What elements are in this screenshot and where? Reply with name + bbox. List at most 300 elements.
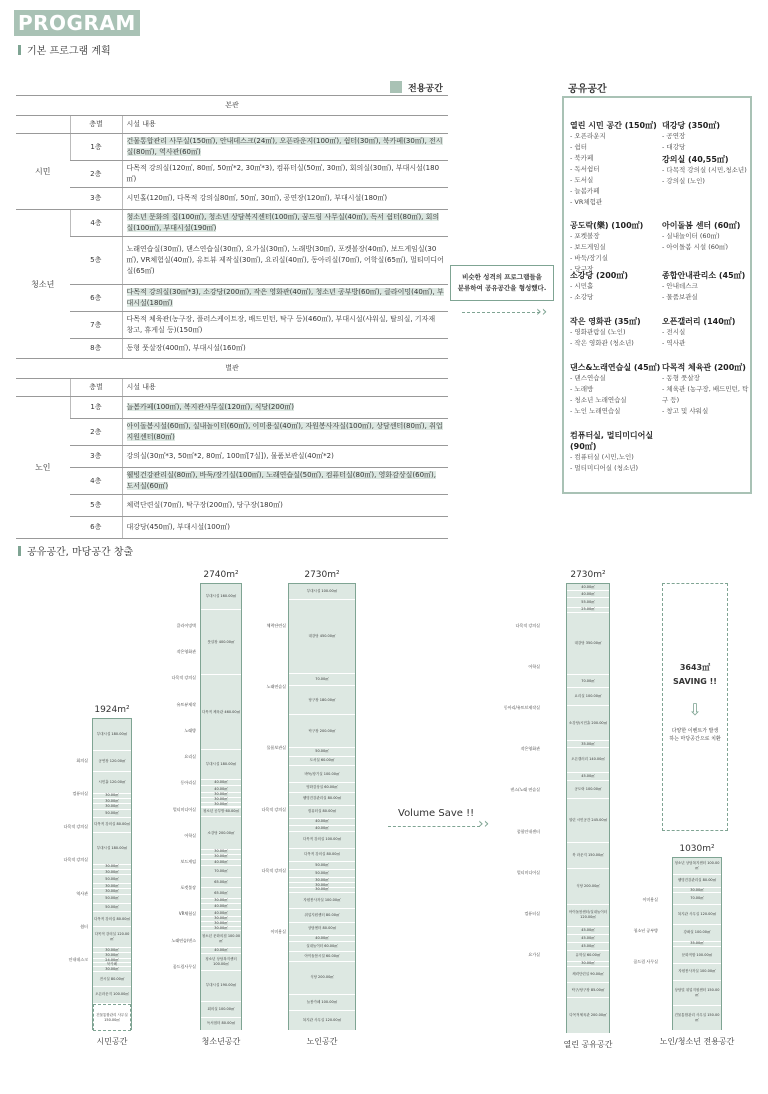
area-block: 25.00㎡ (567, 608, 609, 612)
area-block: 탁구/당구장 85.00㎡ (567, 983, 609, 998)
area-block: 유학실 60.00㎡ (567, 951, 609, 962)
dedicated-legend-swatch (390, 81, 402, 93)
dedicated-column (672, 857, 722, 1030)
side-label: 작은영화관 (176, 649, 196, 655)
area-block: 65.00㎡ (201, 878, 241, 889)
note-line: 분류하여 공유공간을 형성했다. (457, 284, 547, 292)
area-block: 시민홀 120.00㎡ (93, 772, 131, 793)
side-label: 다목적 강의실 (261, 867, 286, 873)
shared-item: - 청소년 노래연습실 (570, 396, 627, 404)
content-cell (122, 419, 448, 446)
area-block: 30.00㎡ (201, 798, 241, 803)
blank-cell (16, 116, 70, 134)
side-label: 동아리실 (180, 780, 196, 786)
shared-group-title: 컴퓨터실, 멀티미디어실 (90㎡) (570, 431, 654, 451)
col-floor: 층별 (70, 379, 122, 397)
side-label: 다목적 강의실 (63, 857, 88, 863)
shared-group (570, 270, 628, 303)
area-block: 다목적 강의실 100.00㎡ (289, 832, 355, 848)
shared-group-title: 종합안내관리소 (45㎡) (662, 271, 746, 280)
area-block: 30.00㎡ (201, 855, 241, 860)
shared-group (570, 220, 643, 275)
area-block: 30.00㎡ (93, 948, 131, 953)
content-cell: 다목적 강의실(120㎡, 80㎡, 50㎡*2, 30㎡*3), 컴퓨터실(50㎡, 30㎡), 회의실(30㎡), 부대시설(180㎡) (122, 161, 448, 188)
shared-item: - 컴퓨터실 (시민,노인) (570, 453, 634, 461)
floor-cell: 5층 (70, 495, 122, 517)
shared-item: - 물품보관실 (662, 293, 698, 301)
floor-cell: 4층 (70, 468, 122, 495)
area-block: 40.00㎡ (201, 910, 241, 917)
area-block: 대강당 350.00㎡ (567, 613, 609, 676)
side-label: 이미용실 (642, 897, 658, 902)
area-block: 컴퓨터실 80.00㎡ (289, 806, 355, 819)
side-label: 포켓볼장 (180, 885, 196, 891)
content-cell: 체력단련실(70㎡), 탁구장(200㎡), 당구장(180㎡) (122, 495, 448, 517)
shared-group (570, 430, 666, 474)
side-label: 어학실 (184, 832, 196, 838)
area-block: 전시실 80.00㎡ (93, 972, 131, 986)
shared-item: - 동형 풋살장 (662, 374, 700, 382)
dedicated-label: 노인/청소년 전용공간 (659, 1037, 735, 1046)
content-cell: 대강당(450㎡), 부대시설(100㎡) (122, 517, 448, 539)
shared-group-title: 소강당 (200㎡) (570, 271, 628, 280)
shared-item: - 역사관 (662, 339, 686, 347)
shared-item: - 쉼터 (570, 143, 587, 151)
dashed-arrow-line (388, 826, 480, 827)
area-block: 청소년 문화의집 100.00㎡ (201, 931, 241, 947)
side-label: 동아리/유트브제작실 (503, 705, 540, 711)
floor-cell: 7층 (70, 312, 122, 339)
shared-item: - 멀티미디어실 (청소년) (570, 464, 639, 472)
col-content: 시설 내용 (122, 379, 448, 397)
content-cell: 다목적 체육관(농구장, 플러스케이트장, 배드민턴, 탁구 등)(460㎡), 부대시설(샤워실, 탈의실, 기자재 창고, 휴게실 등)(150㎡) (122, 312, 448, 339)
area-block: 요리실 100.00㎡ (567, 688, 609, 706)
area-block: 북 라운지 150.00㎡ (567, 843, 609, 870)
shared-item: - 보드게임실 (570, 243, 606, 251)
floor-cell: 3층 (70, 446, 122, 468)
shared-item: - 오픈라운지 (570, 132, 606, 140)
area-block: 30.00㎡ (93, 804, 131, 809)
open-label: 열린 공유공간 (563, 1040, 613, 1049)
side-label: 다목적 강의실 (515, 623, 540, 628)
side-label: 다목적 강의실 (261, 806, 286, 812)
area-block: 40.00㎡ (201, 948, 241, 955)
area-block: 소강당 200.00㎡ (201, 817, 241, 850)
shared-group-title: 오픈갤러리 (140㎡) (662, 317, 736, 326)
floor-cell: 6층 (70, 517, 122, 539)
content-text: 늘봄카페(100㎡), 복지관사무실(120㎡), 식당(200㎡) (126, 403, 295, 411)
area-block: 다목적 강의실 80.00㎡ (93, 912, 131, 926)
side-label: 클라이밍벽 (176, 623, 196, 628)
area-block: 30.00㎡ (93, 967, 131, 972)
area-block: 30.00㎡ (93, 794, 131, 799)
area-block: 오픈라운지 100.00㎡ (93, 987, 131, 1005)
side-label: 역사관 (76, 890, 88, 896)
col-floor: 층별 (70, 116, 122, 134)
citizen-label: 시민공간 (96, 1037, 128, 1046)
area-block: 50.00㎡ (93, 875, 131, 884)
dashed-arrow-line (462, 312, 540, 313)
shared-item: - 체육관 (농구장, 배드민턴, 탁구 등) (662, 385, 749, 404)
area-block: 대강당 450.00㎡ (289, 600, 355, 674)
section-subtitle: 기본 프로그램 계획 (18, 42, 111, 57)
shared-group (662, 362, 752, 417)
area-block: 자원봉사자실 100.00㎡ (673, 964, 721, 981)
area-block: 자원봉사자실 100.00㎡ (289, 893, 355, 909)
saving-note-line: 다양한 이벤트가 발생 (671, 728, 719, 734)
shared-group-title: 댄스&노래연습실 (45㎡) (570, 363, 661, 372)
shared-group-title: 대강당 (350㎡) (662, 121, 720, 130)
shared-item: - 다목적 강의실 (시민,청소년) (662, 166, 747, 174)
area-block: 30.00㎡ (567, 962, 609, 967)
shared-group-title: 아이돌봄 센터 (60㎡) (662, 221, 741, 230)
area-block: 체력단련실 90.00㎡ (567, 967, 609, 983)
side-label: 멀티미디어실 (516, 869, 540, 875)
area-block: 탁구장 200.00㎡ (289, 715, 355, 748)
shared-item: - 노래방 (570, 385, 594, 393)
area-block: 45.00㎡ (567, 773, 609, 781)
saving-box (662, 583, 728, 831)
shared-group-title: 작은 영화관 (35㎡) (570, 317, 641, 326)
area-block: 30.00㎡ (93, 953, 131, 958)
area-block: 50.00㎡ (289, 748, 355, 756)
side-label: 다목적 강의실 (63, 824, 88, 830)
side-label: 안내데스크 (68, 956, 88, 962)
area-block: 부대시설 160.00㎡ (201, 584, 241, 610)
content-cell (122, 210, 448, 237)
area-block: 70.00㎡ (201, 866, 241, 877)
content-cell: 강의실(30㎡*3, 50㎡*2, 80㎡, 100㎡[7실]), 물품보관실(40㎡*2) (122, 446, 448, 468)
shared-item: - 작은 영화관 (청소년) (570, 339, 634, 347)
shared-item: - VR체험관 (570, 198, 603, 206)
area-block: 식당 200.00㎡ (567, 869, 609, 905)
shared-group (570, 362, 660, 417)
floor-cell: 4층 (70, 210, 122, 237)
area-block: 30.00㎡ (93, 889, 131, 894)
shared-group (662, 154, 747, 187)
area-block: 다목적 강의실 80.00㎡ (289, 849, 355, 862)
content-text: 웰빙건강관리실(80㎡), 바둑/장기실(100㎡), 노래연습실(50㎡), 컴퓨터실(80㎡), 영화감상실(60㎡), 도서실(60㎡) (126, 471, 436, 490)
area-block: 식당 200.00㎡ (289, 962, 355, 995)
shared-group (662, 270, 745, 303)
area-block: 부대시설 180.00㎡ (93, 833, 131, 865)
area-block: 30.00㎡ (289, 878, 355, 883)
content-cell (122, 397, 448, 419)
shared-item: - 전시실 (662, 328, 686, 336)
shared-item: - 강의실 (노인) (662, 177, 705, 185)
area-block: 40.00㎡ (567, 584, 609, 591)
side-label: 작은영화관 (520, 746, 540, 752)
shared-item: - 늘봄카페 (570, 187, 600, 195)
floor-cell: 5층 (70, 237, 122, 285)
citizen-column (92, 718, 132, 1030)
area-block: 35.00㎡ (567, 741, 609, 747)
shared-item: - 독서쉼터 (570, 165, 600, 173)
shared-item: - 노인 노래연습실 (570, 407, 621, 415)
volume-save-label: Volume Save !! (398, 808, 475, 819)
side-label: 보드게임 (180, 858, 196, 864)
shared-item: - 아이돌봄 시설 (60㎡) (662, 243, 729, 251)
arrow-right-icon: ›› (536, 304, 548, 320)
area-block: 건물통합관리 사무실 150.00㎡ (673, 1006, 721, 1031)
group-youth: 청소년 (16, 210, 70, 359)
side-label: 회의실 (76, 758, 88, 763)
open-column (566, 583, 610, 1033)
shared-item: - 당구장 (570, 265, 594, 273)
area-block: 30.00㎡ (201, 803, 241, 808)
side-label: 요리실 (184, 754, 196, 760)
shared-item: - 대강당 (662, 143, 686, 151)
shared-item: - 창고 및 샤워실 (662, 407, 709, 415)
area-block: 65.00㎡ (201, 888, 241, 899)
shared-group-title: 열린 시민 공간 (150㎡) (570, 121, 657, 130)
shared-item: - 바둑/장기실 (570, 254, 608, 262)
side-label: 노래연습/댄스 (171, 937, 196, 943)
area-block: 도서실 60.00㎡ (289, 757, 355, 767)
shared-group-title: 공도락(樂) (100㎡) (570, 221, 644, 230)
area-block: 청소년 상담복지센터 100.00㎡ (673, 858, 721, 875)
area-block: 40.00㎡ (201, 786, 241, 793)
shared-space-panel (562, 96, 752, 494)
side-label: 유트뷰제작 (176, 701, 196, 707)
area-block: 30.00㎡ (201, 793, 241, 798)
area-block: 웰빙건강관리실 80.00㎡ (673, 875, 721, 888)
area-block: 문화적합 100.00㎡ (673, 947, 721, 964)
main-building-header: 본관 (16, 96, 448, 116)
area-block: 당구장 180.00㎡ (289, 686, 355, 716)
content-cell: 노래연습실(30㎡), 댄스연습실(30㎡), 요가실(30㎡), 노래방(30㎡), 포켓볼장(40㎡), 보드게임실(30㎡), VR체험실(40㎡), 유트뷰 제작실(30㎡), 요리실(40㎡), 동아리실(70㎡), 어학실(65㎡), 멀티미디어실(65㎡) (122, 237, 448, 285)
area-block: 50.00㎡ (289, 862, 355, 870)
floor-cell: 1층 (70, 397, 122, 419)
area-block: 45.00㎡ (567, 935, 609, 943)
floor-cell: 3층 (70, 188, 122, 210)
dedicated-total: 1030m² (679, 844, 715, 854)
saving-note (663, 727, 727, 743)
side-label: 컴퓨터실 (72, 791, 88, 797)
youth-column (200, 583, 242, 1030)
content-text: 다목적 강의실(30㎡*3), 소강당(200㎡), 작은 영화관(40㎡), 청소년 공부방(60㎡), 클라이밍(40㎡), 부대시설(180㎡) (126, 288, 444, 307)
floor-cell: 2층 (70, 161, 122, 188)
side-label: 요가실 (528, 951, 540, 957)
area-block: 40.00㎡ (201, 780, 241, 787)
area-block: 40.00㎡ (201, 904, 241, 911)
youth-label: 청소년공간 (201, 1037, 241, 1046)
side-label: 멀티미디어실 (172, 806, 196, 812)
classification-note (450, 265, 554, 301)
shared-group (662, 316, 735, 349)
area-block: 40.00㎡ (289, 936, 355, 943)
area-block: 소강당/시민홀 200.00㎡ (567, 706, 609, 742)
content-text: 아이돌봄시설(60㎡), 실내놀이터(60㎡), 이미용실(40㎡), 자원봉사자실(100㎡), 상담센터(80㎡), 취업지원센터(80㎡) (126, 422, 443, 441)
area-block: 다목적 강의실 120.00㎡ (93, 927, 131, 948)
area-block: 30.00㎡ (201, 899, 241, 904)
shared-item: - 시민홀 (570, 282, 594, 290)
col-content: 시설 내용 (122, 116, 448, 134)
open-total: 2730m² (570, 570, 606, 580)
area-block: 영화감상실 60.00㎡ (289, 783, 355, 793)
content-cell (122, 134, 448, 161)
side-label: 체력단련실 (266, 623, 286, 628)
shared-group (570, 120, 657, 208)
content-text: 건물통합관리 사무실(150㎡), 안내데스크(24㎡), 오픈라운지(100㎡), 쉼터(30㎡), 북카페(30㎡), 전시실(80㎡), 역사관(60㎡) (126, 137, 443, 156)
area-block: 30.00㎡ (93, 884, 131, 889)
area-block: 회의실 100.00㎡ (201, 1002, 241, 1018)
program-table (16, 95, 448, 539)
blank-cell (16, 379, 70, 397)
shared-item: - 포켓볼장 (570, 232, 600, 240)
area-block: 아이돌봄시설 60.00㎡ (289, 952, 355, 962)
content-cell (122, 285, 448, 312)
area-block: 풋살장 400.00㎡ (201, 610, 241, 675)
saving-note-line: 하는 마당공간으로 치환 (669, 736, 721, 742)
area-block: 30.00㎡ (201, 922, 241, 927)
area-block: 강좌실 100.00㎡ (673, 925, 721, 942)
dedicated-legend-label: 전용공간 (408, 84, 443, 94)
side-label: 꿈드림 사무실 (633, 959, 658, 964)
shared-group (570, 316, 641, 349)
area-block: 50.00㎡ (93, 810, 131, 819)
shared-item: - 안내데스크 (662, 282, 698, 290)
area-block: 40.00㎡ (289, 826, 355, 833)
area-block: 건물통합관리 사무실 150.00㎡ (93, 1004, 131, 1031)
area-block: 웰빙건강관리실 80.00㎡ (289, 793, 355, 806)
area-block: 청소년 공부방 60.00㎡ (201, 808, 241, 818)
area-block: 다목적체육관 200.00㎡ (567, 998, 609, 1034)
content-cell (122, 468, 448, 495)
area-block: 취업지원센터 80.00㎡ (289, 909, 355, 922)
area-block: 독서쉼터 80.00㎡ (201, 1018, 241, 1031)
senior-label: 노인공간 (306, 1037, 338, 1046)
area-block: 40.00㎡ (289, 819, 355, 826)
area-block: 복지관 사무실 120.00㎡ (289, 1011, 355, 1031)
shared-group (662, 120, 720, 153)
shared-item: - 도서실 (570, 176, 594, 184)
side-label: VR체험실 (178, 911, 196, 917)
area-block: 부대시설 190.00㎡ (201, 971, 241, 1002)
shared-item: - 북카페 (570, 154, 594, 162)
area-block: 45.00㎡ (567, 943, 609, 951)
group-senior: 노인 (16, 397, 70, 539)
program-table-wrap (16, 95, 448, 539)
area-block: 부대시설 180.00㎡ (201, 750, 241, 779)
area-block: 40.00㎡ (201, 860, 241, 867)
shared-item: - 영화관람실 (노인) (570, 328, 626, 336)
area-block: 공도락 100.00㎡ (567, 781, 609, 799)
note-line: 비슷한 성격의 프로그램들을 (462, 273, 542, 281)
area-block: 실내놀이터 60.00㎡ (289, 942, 355, 952)
shared-group-title: 강의실 (40,55㎡) (662, 155, 729, 164)
area-block: 상담및 취업지원센터 150.00㎡ (673, 981, 721, 1006)
floor-cell: 6층 (70, 285, 122, 312)
senior-column (288, 583, 356, 1030)
area-block: 30.00㎡ (289, 883, 355, 888)
area-block: 24.00㎡ (93, 959, 131, 963)
area-block: 바둑/장기실 100.00㎡ (289, 766, 355, 782)
side-label: 청소년 공부방 (633, 928, 658, 933)
side-label: 노래방 (184, 727, 196, 733)
group-citizen: 시민 (16, 134, 70, 210)
shared-group (662, 220, 740, 253)
area-block: 오픈갤러리 140.00㎡ (567, 748, 609, 773)
side-label: 다목적 강의실 (171, 675, 196, 681)
area-block: 50.00㎡ (289, 870, 355, 878)
side-label: 종합안내센터 (516, 828, 540, 834)
arrow-right-icon: ›› (478, 816, 490, 832)
area-block: 청소년 상담복지센터 100.00㎡ (201, 954, 241, 970)
area-block: 다목적 체육관 460.00㎡ (201, 675, 241, 750)
side-label: 쉼터 (80, 923, 88, 929)
shared-item: - 공연장 (662, 132, 686, 140)
shared-item: - 실내놀이터 (60㎡) (662, 232, 720, 240)
area-block: 70.00㎡ (673, 893, 721, 905)
area-block: 30.00㎡ (93, 799, 131, 804)
citizen-total: 1924m² (94, 705, 130, 715)
area-block: 50.00㎡ (93, 904, 131, 913)
floor-cell: 1층 (70, 134, 122, 161)
shared-item: - 댄스연습실 (570, 374, 606, 382)
shared-group-title: 다목적 체육관 (200㎡) (662, 363, 746, 372)
area-block: 30.00㎡ (201, 927, 241, 932)
senior-total: 2730m² (304, 570, 340, 580)
area-block: 아이돌봄센터/실내놀이터 120.00㎡ (567, 905, 609, 926)
youth-total: 2740m² (203, 570, 239, 580)
area-block: 30.00㎡ (201, 917, 241, 922)
arrow-down-icon: ⇩ (688, 700, 702, 719)
side-label: 꿈드림사무실 (172, 963, 196, 969)
section2-title: 공유공간, 마당공간 창출 (18, 543, 133, 558)
saving-label: SAVING !! (673, 677, 717, 686)
floor-cell: 2층 (70, 419, 122, 446)
area-block: 북카페 (93, 963, 131, 967)
area-block: 30.00㎡ (289, 888, 355, 893)
side-label: 어학실 (528, 664, 540, 670)
area-block: 상담센터 80.00㎡ (289, 923, 355, 936)
area-block: 30.00㎡ (673, 888, 721, 893)
area-block: 공연장 120.00㎡ (93, 751, 131, 772)
area-block: 늘봄카페 100.00㎡ (289, 995, 355, 1011)
area-block: 55.00㎡ (567, 598, 609, 608)
area-block: 부대시설 100.00㎡ (289, 584, 355, 600)
side-label: 댄스/노래 연습실 (510, 787, 540, 793)
area-block: 복지관 사무실 120.00㎡ (673, 905, 721, 925)
area-block: 45.00㎡ (567, 927, 609, 935)
side-label: 물품보관실 (266, 745, 286, 751)
side-label: 노래연습실 (266, 684, 286, 690)
area-block: 열린 시민공간 245.00㎡ (567, 799, 609, 843)
annex-header: 별관 (16, 359, 448, 379)
area-block: 40.00㎡ (567, 591, 609, 598)
side-label: 이미용실 (270, 928, 286, 934)
saving-area: 3643㎡ (679, 663, 711, 672)
area-block: 70.00㎡ (289, 674, 355, 686)
area-block: 50.00㎡ (93, 895, 131, 904)
floor-cell: 8층 (70, 339, 122, 359)
area-block: 30.00㎡ (93, 865, 131, 870)
shared-legend-label: 공유공간 (568, 84, 607, 95)
content-cell: 동형 풋살장(400㎡), 부대시설(160㎡) (122, 339, 448, 359)
area-block: 35.00㎡ (673, 942, 721, 948)
area-block: 70.00㎡ (567, 675, 609, 688)
content-text: 청소년 문화의 집(100㎡), 청소년 상담복지센터(100㎡), 꿈드림 사무실(40㎡), 독서 쉼터(80㎡), 회의실(100㎡), 부대시설(190㎡) (126, 213, 440, 232)
area-block: 30.00㎡ (93, 870, 131, 875)
shared-item: - 소강당 (570, 293, 594, 301)
side-label: 컴퓨터실 (524, 910, 540, 916)
area-block: 30.00㎡ (201, 850, 241, 855)
area-block: 부대시설 180.00㎡ (93, 719, 131, 751)
program-title: PROGRAM (14, 10, 140, 36)
content-cell: 시민홀(120㎡), 다목적 강의실80㎡, 50㎡, 30㎡), 공연장(120㎡), 부대시설(180㎡) (122, 188, 448, 210)
area-block: 다목적 강의실 80.00㎡ (93, 818, 131, 832)
